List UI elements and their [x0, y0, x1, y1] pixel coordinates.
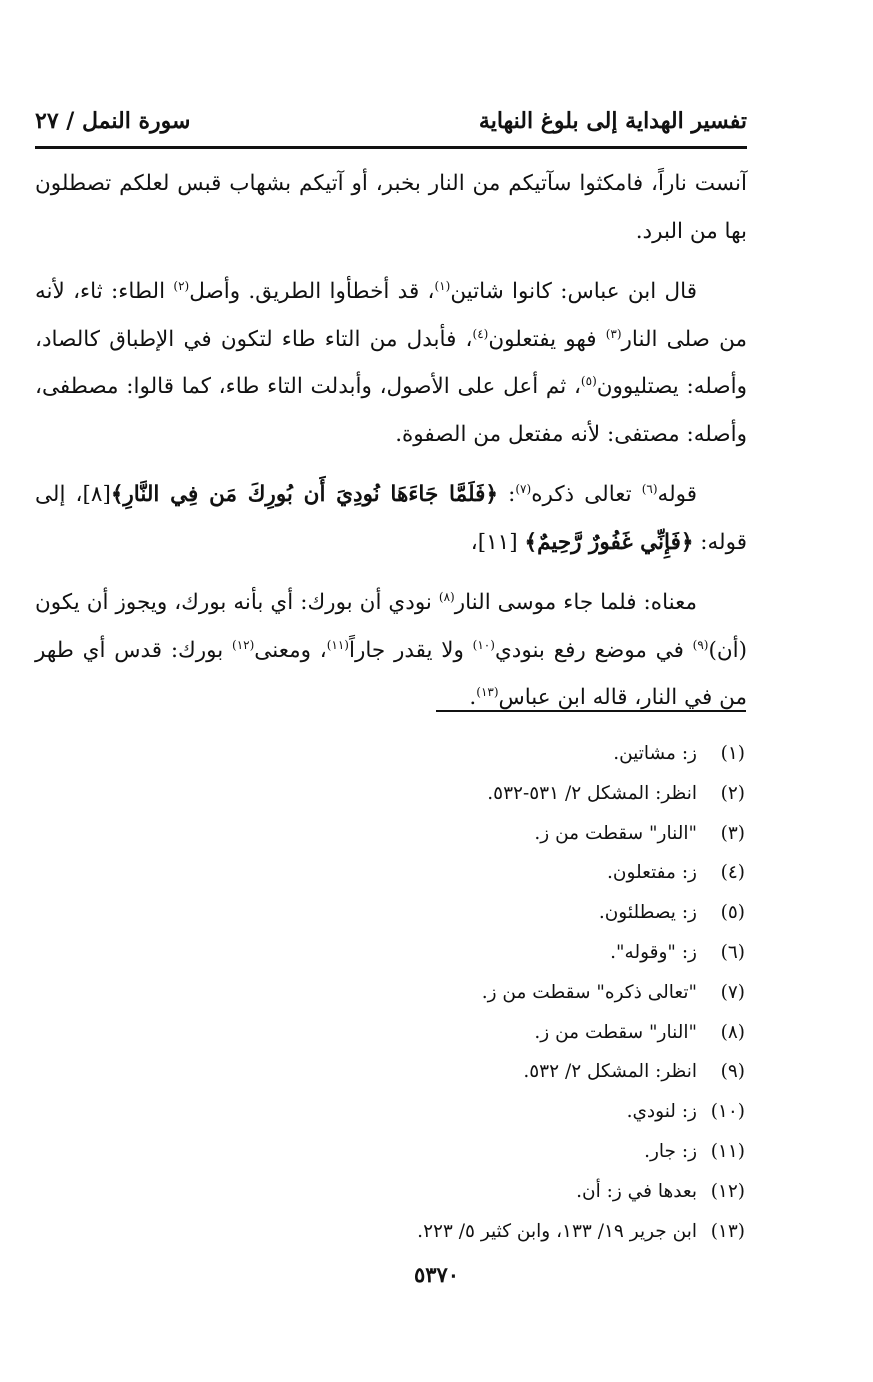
footnote-number: (٥) [720, 902, 745, 924]
footnote-item [200, 1013, 745, 1053]
paragraph-4 [35, 579, 747, 722]
footnote-ref-13: (١٣) [476, 684, 499, 699]
text-run: ، ومعنى [254, 637, 327, 663]
text-run: [٨]، إلى قوله: [35, 482, 747, 555]
footnote-text: انظر: المشكل ٢/ ٥٣١-٥٣٢. [487, 782, 697, 804]
footnote-text: "النار" سقطت من ز. [534, 822, 697, 844]
text-run: ولا يقدر جاراً [348, 637, 473, 663]
header-divider [35, 146, 747, 149]
text-run: تعالى ذكره [531, 482, 642, 507]
footnote-text: ز: مفتعلون. [607, 862, 697, 884]
footnote-item [200, 734, 745, 774]
surah-label: سورة النمل / ٢٧ [35, 108, 191, 134]
footnote-divider [436, 710, 746, 712]
footnote-number: (٢) [720, 782, 745, 804]
footnote-ref-7: (٧) [515, 481, 532, 496]
footnote-ref-3: (٣) [605, 326, 622, 341]
footnote-text: "تعالى ذكره" سقطت من ز. [481, 981, 697, 1003]
footnotes [200, 734, 745, 1251]
footnote-text: ز: يصطلئون. [598, 902, 697, 924]
footnote-ref-12: (١٢) [232, 637, 255, 652]
text-run: ، قد أخطأوا الطريق. وأصل [189, 279, 435, 304]
footnote-text: ز: لنودي. [626, 1101, 697, 1123]
text-run: في موضع رفع بنودي [494, 637, 693, 663]
text-run: ، فأبدل من التاء طاء لتكون في الإطباق كالصاد، وأصله: يصتليوون [35, 326, 747, 399]
footnote-number: (٩) [720, 1061, 745, 1083]
text-run: [١١]، [470, 529, 525, 555]
text-run: الطاء: ثاء، لأنه من صلى النار [35, 279, 747, 352]
footnote-item [200, 1132, 745, 1172]
footnote-number: (٤) [720, 862, 745, 884]
footnote-item [200, 1052, 745, 1092]
text-run: بورك: قدس أي طهر من في النار، قاله ابن عباس [35, 637, 747, 710]
footnote-text: ابن جرير ١٩/ ١٣٣، وابن كثير ٥/ ٢٢٣. [417, 1220, 697, 1242]
quran-verse-2: ﴿فَإِنِّي غَفُورٌ رَّحِيمٌ﴾ [524, 529, 694, 555]
footnote-ref-1: (١) [434, 278, 451, 293]
running-header [35, 100, 747, 134]
footnote-text: "النار" سقطت من ز. [534, 1021, 697, 1043]
footnote-text: ز: جار. [644, 1140, 697, 1162]
text-run: معناه: فلما جاء موسى النار [454, 590, 697, 615]
paragraph-3 [35, 471, 747, 566]
footnote-ref-2: (٢) [173, 278, 190, 293]
footnote-item [200, 853, 745, 893]
footnote-item [200, 1092, 745, 1132]
footnote-number: (٨) [720, 1021, 745, 1043]
footnote-number: (٧) [720, 981, 745, 1003]
footnote-ref-10: (١٠) [472, 637, 495, 652]
text-run: قوله [657, 482, 698, 507]
book-title: تفسير الهداية إلى بلوغ النهاية [478, 108, 747, 134]
footnote-number: (١١) [710, 1140, 745, 1162]
footnote-ref-6: (٦) [641, 481, 658, 496]
footnote-item [200, 973, 745, 1013]
footnote-item [200, 893, 745, 933]
footnote-number: (١٣) [710, 1220, 745, 1242]
text-run: : [498, 482, 516, 507]
footnote-text: بعدها في ز: أن. [576, 1180, 697, 1202]
footnote-number: (١٠) [710, 1101, 745, 1123]
quran-verse-1: ﴿فَلَمَّا جَاءَهَا نُودِيَ أَن بُورِكَ مَن فِي النَّارِ﴾ [110, 482, 498, 507]
paragraph-1-text: آنست ناراً، فامكثوا سآتيكم من النار بخبر، أو آتيكم بشهاب قبس لعلكم تصطلون بها من البرد. [35, 171, 747, 244]
footnote-text: ز: "وقوله". [610, 941, 697, 963]
footnote-item [200, 933, 745, 973]
paragraph-2 [35, 268, 747, 458]
footnote-ref-4: (٤) [472, 326, 489, 341]
footnote-item [200, 1172, 745, 1212]
footnote-ref-8: (٨) [438, 589, 455, 604]
paragraph-1 [35, 160, 747, 255]
footnote-ref-11: (١١) [326, 637, 349, 652]
text-run: فهو يفتعلون [488, 326, 606, 352]
footnote-ref-5: (٥) [580, 373, 597, 388]
text-run: ، ثم أعل على الأصول، وأبدلت التاء طاء، كما قالوا: مصطفى، وأصله: مصتفى: لأنه مفتعل من الصفوة. [35, 374, 747, 447]
text-run: نودي أن بورك: أي بأنه بورك، ويجوز أن يكون (أن) [35, 590, 748, 663]
text-run: . [469, 685, 477, 710]
footnote-number: (١٢) [710, 1180, 745, 1202]
footnote-item [200, 1212, 745, 1252]
footnote-ref-9: (٩) [692, 637, 709, 652]
footnote-item [200, 774, 745, 814]
text-run: قال ابن عباس: كانوا شاتين [450, 279, 697, 304]
footnote-text: ز: مشاتين. [613, 743, 697, 764]
footnote-number: (١) [720, 743, 745, 764]
page-number: ٥٣٧٠ [413, 1262, 460, 1287]
footnote-item [200, 814, 745, 854]
main-text [35, 160, 747, 735]
footnote-number: (٦) [720, 941, 745, 963]
footnote-number: (٣) [720, 822, 745, 844]
footnote-text: انظر: المشكل ٢/ ٥٣٢. [523, 1061, 697, 1083]
